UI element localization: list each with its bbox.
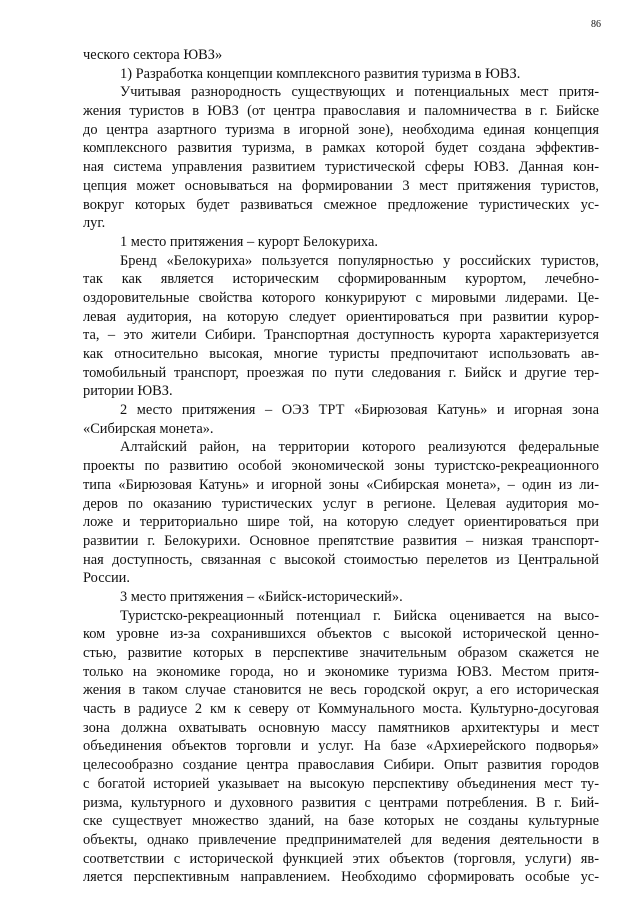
text-line: деров по оказанию туристических услуг в регионе. Целевая аудитория мо-: [83, 495, 599, 512]
text-line: та, – это жители Сибири. Транспортная доступность курорта характеризуется: [83, 327, 599, 344]
text-line: зона должна охватывать основную массу памятников архитектуры и мест: [83, 719, 599, 736]
text-line: 2 место притяжения – ОЭЗ ТРТ «Бирюзовая Катунь» и игорная зона: [120, 402, 599, 419]
text-line: ком уровне из-за сохранившихся объектов с высокой исторической ценно-: [83, 626, 599, 643]
text-line: ризма, культурного и духовного развития с центрами потребления. В г. Бий-: [83, 794, 599, 811]
text-line: ритории ЮВЗ.: [83, 383, 173, 400]
text-line: развитии г. Белокурихи. Основное препятствие развития – низкая транспорт-: [83, 532, 599, 549]
text-line: ске существует множество зданий, на базе которых не созданы культурные: [83, 813, 599, 830]
text-line: объединения объектов торговли и услуг. На базе «Архиерейского подворья»: [83, 738, 599, 755]
text-line: левая аудитория, на которую следует ориентироваться при развитии курор-: [83, 308, 599, 325]
text-line: только на экономике города, но и экономике туризма ЮВЗ. Местом притя-: [83, 663, 599, 680]
text-line: типа «Бирюзовая Катунь» и игорной зоны «Сибирская монета», – один из ли-: [83, 476, 599, 493]
text-line: ческого сектора ЮВЗ»: [83, 47, 223, 63]
text-line: Бренд «Белокуриха» пользуется популярностью у российских туристов,: [120, 252, 599, 269]
page-number: 86: [591, 19, 601, 30]
text-line: Учитывая разнородность существующих и потенциальных мест притя-: [120, 84, 599, 101]
text-line: жения в таком случае становится не весь городской округ, а его историческая: [83, 682, 599, 699]
text-line: России.: [83, 570, 130, 587]
text-line: до центра азартного туризма в игорной зоне), необходима единая концепция: [83, 121, 599, 138]
text-line: стью, развитие которых в перспективе значительным образом скажется не: [83, 645, 599, 661]
text-line: жения туристов в ЮВЗ (от центра православия и паломничества в г. Бийске: [83, 103, 599, 120]
text-line: 1 место притяжения – курорт Белокуриха.: [120, 233, 378, 250]
text-line: оздоровительные свойства которого конкурируют с мировыми лидерами. Це-: [83, 289, 599, 306]
text-line: проекты по развитию особой экономической зоны туристско-рекреационного: [83, 458, 599, 475]
page-body: [83, 46, 599, 887]
text-line: ляется перспективным направлением. Необходимо сформировать особые ус-: [83, 869, 599, 886]
text-line: цепция может основываться на формировании 3 мест притяжения туристов,: [83, 177, 599, 194]
text-line: с богатой историей указывает на высокую перспективу объединения мест ту-: [83, 775, 599, 792]
text-line: целесообразно создание центра православия Сибири. Опыт развития городов: [83, 757, 599, 774]
text-line: объекты, однако привлечение предпринимателей для ведения деятельности в: [83, 831, 599, 848]
text-line: как относительно высокая, многие туристы предпочитают использовать ав-: [83, 346, 599, 362]
text-line: часть в радиусе 2 км к северу от Коммунального моста. Культурно-досуговая: [83, 701, 599, 718]
text-line: Алтайский район, на территории которого реализуются федеральные: [120, 439, 599, 456]
text-line: так как является историческим сформированным курортом, лечебно-: [83, 271, 599, 288]
text-line: 3 место притяжения – «Бийск-исторический».: [120, 588, 403, 605]
text-line: вокруг которых будет развиваться смежное предложение туристических ус-: [83, 196, 599, 213]
text-line: томобильный транспорт, проезжая по пути следования г. Бийск и другие тер-: [83, 364, 599, 381]
text-line: комплексного развития туризма, в рамках которой будет создана эффектив-: [83, 140, 599, 157]
text-line: соответствии с исторической функцией этих объектов (торговля, услуги) яв-: [83, 850, 599, 867]
text-line: 1) Разработка концепции комплексного развития туризма в ЮВЗ.: [120, 65, 521, 82]
text-line: ная система управления развитием туристической сферы ЮВЗ. Данная кон-: [83, 159, 599, 176]
text-line: «Сибирская монета».: [83, 420, 214, 437]
text-line: Туристско-рекреационный потенциал г. Бийска оценивается на высо-: [120, 607, 599, 624]
text-line: луг.: [83, 215, 106, 232]
text-line: ложе и территориально шире той, на которую следует ориентироваться при: [83, 514, 599, 531]
text-line: ная доступность, связанная с высокой стоимостью перелетов из Центральной: [83, 551, 599, 568]
